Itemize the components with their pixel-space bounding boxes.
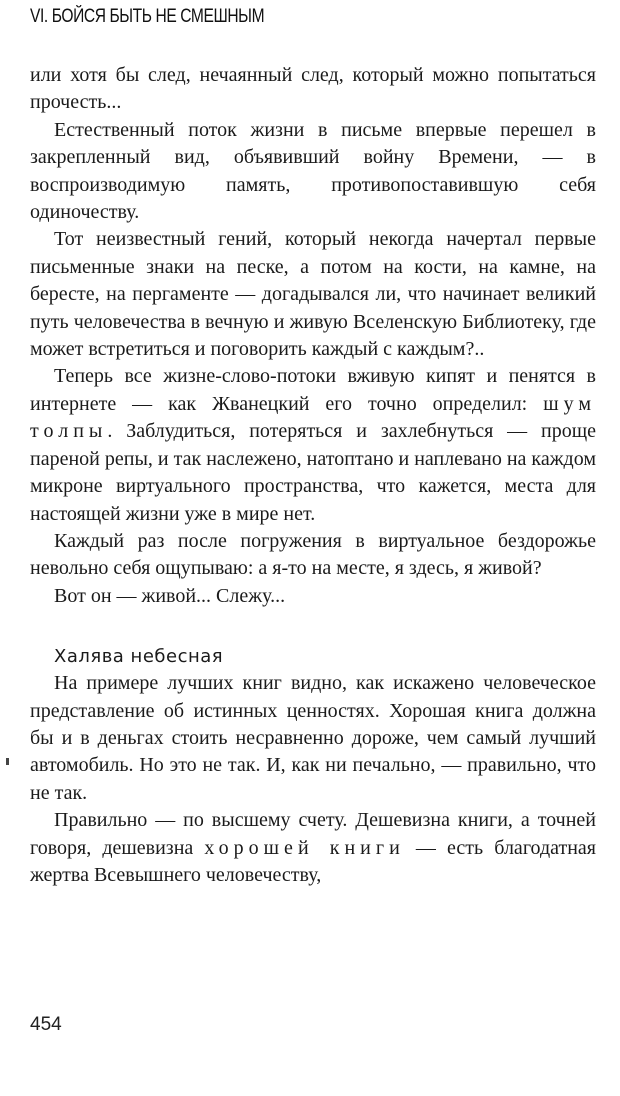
paragraph-text: Теперь все жизне-слово-потоки вживую кипят и пенятся в интернете — как Жванецкий его точно определил: <box>30 365 596 415</box>
body-text <box>30 62 596 889</box>
paragraph-text: — есть благодатная жертва Всевышнего человечеству, <box>30 836 596 886</box>
emphasized-text: шум толпы <box>30 392 596 443</box>
margin-mark <box>6 758 9 765</box>
section-heading: Халява небесная <box>54 646 224 668</box>
paragraph: Тот неизвестный гений, который некогда начертал первые письменные знаки на песке, а потом на кости, на камне, на бересте, на пергаменте — догадывался ли, что начинает великий путь человечества в вечную и живую Вселенскую Библиотеку, где может встретиться и поговорить каждый с каждым?.. <box>30 228 596 361</box>
page-number: 454 <box>30 1014 62 1035</box>
paragraph: На примере лучших книг видно, как искажено человеческое представление об истинных ценностях. Хорошая книга должна бы и в деньгах стоить несравненно дороже, чем самый лучший автомобиль. Но это не так. И, как ни печально, — правильно, что не так. <box>30 672 596 804</box>
running-head: VI. БОЙСЯ БЫТЬ НЕ СМЕШНЫМ <box>30 6 265 27</box>
paragraph-text: Правильно — по высшему счету. Дешевизна книги, а точней говоря, дешевизна <box>30 809 596 859</box>
paragraph: Вот он — живой... Слежу... <box>54 584 286 607</box>
paragraph: или хотя бы след, нечаянный след, который можно попытаться прочесть... <box>30 64 596 114</box>
paragraph-text: . Заблудиться, потеряться и захлебнуться — проще пареной репы, и так наслежено, натоптано и наплевано на каждом микроне виртуального пространства, что кажется, места для настоящей жизни уже в мире нет. <box>30 420 596 525</box>
emphasized-text: хорошей книги <box>204 836 405 859</box>
paragraph: Естественный поток жизни в письме впервые перешел в закрепленный вид, объявивший войну Времени, — в воспроизводимую память, противопоставившую себя одиночеству. <box>30 118 596 224</box>
paragraph: Каждый раз после погружения в виртуальное бездорожье невольно себя ощупываю: а я-то на месте, я здесь, я живой? <box>30 529 596 580</box>
paragraph <box>30 807 596 889</box>
paragraph <box>30 363 596 527</box>
